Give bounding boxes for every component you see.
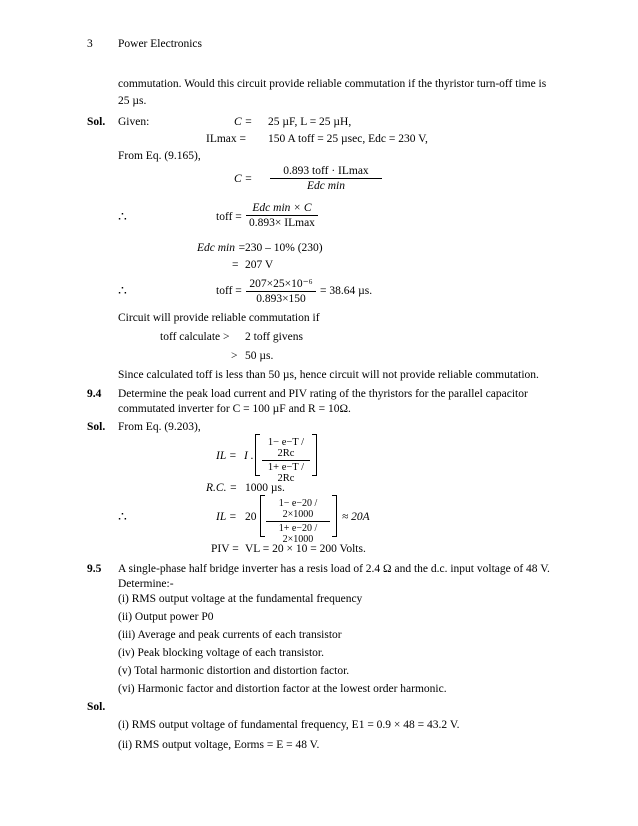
- list-item: (vi) Harmonic factor and distortion factor at the lowest order harmonic.: [118, 683, 447, 695]
- condition-2-lhs: >: [231, 350, 238, 362]
- left-bracket: [260, 495, 265, 537]
- toff-result: = 38.64 µs.: [320, 285, 373, 297]
- c-fraction: [270, 165, 382, 192]
- solution-label: Sol.: [87, 421, 106, 433]
- question-number: 9.4: [87, 388, 102, 400]
- page-number: 3: [87, 38, 93, 50]
- given-rhs: 25 µF, L = 25 µH,: [268, 116, 352, 128]
- therefore-symbol: ∴: [118, 510, 127, 525]
- il-denominator: 1+ e−T / 2Rc: [267, 462, 305, 484]
- solution-label: Sol.: [87, 701, 106, 713]
- question-line-2: Determine:-: [118, 578, 174, 590]
- from-eq-9203: From Eq. (9.203),: [118, 421, 201, 433]
- il2-result: ≈ 20A: [342, 511, 370, 523]
- toff-lhs: toff =: [216, 211, 242, 223]
- condition-1-rhs: 2 toff givens: [245, 331, 303, 343]
- condition-2-rhs: 50 µs.: [245, 350, 274, 362]
- question-line-1: A single-phase half bridge inverter has a resis load of 2.4 Ω and the d.c. input voltage of 48 V.: [118, 563, 550, 575]
- solution-label: Sol.: [87, 116, 106, 128]
- il-lhs: IL =: [216, 450, 237, 462]
- therefore-symbol: ∴: [118, 284, 127, 299]
- toff-numerator: Edc min × C: [246, 202, 318, 216]
- eq207-rhs: 207 V: [245, 259, 274, 271]
- conclusion-text: Since calculated toff is less than 50 µs, hence circuit will not provide reliable commutation.: [118, 369, 539, 381]
- piv-rhs: VL = 20 × 10 = 200 Volts.: [245, 543, 366, 555]
- il2-factor: 20: [245, 511, 257, 523]
- left-bracket: [255, 434, 260, 476]
- given-label: Given:: [118, 116, 150, 128]
- toff-fraction: [246, 202, 318, 229]
- il2-fraction: [266, 498, 330, 545]
- rc-rhs: 1000 µs.: [245, 482, 285, 494]
- eq207-lhs: =: [232, 259, 239, 271]
- running-title: Power Electronics: [118, 38, 202, 50]
- toff-denominator: 0.893× ILmax: [249, 217, 315, 229]
- right-bracket: [332, 495, 337, 537]
- list-item: (v) Total harmonic distortion and distortion factor.: [118, 665, 350, 677]
- il-numerator: 1− e−T / 2Rc: [262, 437, 310, 461]
- il-factor: I .: [244, 450, 254, 462]
- piv-lhs: PIV =: [211, 543, 239, 555]
- given-lhs: C =: [234, 116, 253, 128]
- answer-2: (ii) RMS output voltage, Eorms = E = 48 V.: [118, 739, 320, 751]
- toff-lhs: toff =: [216, 285, 242, 297]
- intro-line-1: commutation. Would this circuit provide reliable commutation if the thyristor turn-off time is: [118, 78, 547, 90]
- list-item: (iv) Peak blocking voltage of each transistor.: [118, 647, 324, 659]
- il2-denominator: 1+ e−20 / 2×1000: [278, 523, 318, 545]
- edcmin-lhs: Edc min =: [197, 242, 246, 254]
- il2-numerator: 1− e−20 / 2×1000: [266, 498, 330, 522]
- edcmin-rhs: 230 – 10% (230): [245, 242, 323, 254]
- reliable-condition-intro: Circuit will provide reliable commutation if: [118, 312, 320, 324]
- intro-line-2: 25 µs.: [118, 95, 147, 107]
- il-fraction: [262, 437, 310, 484]
- toff-numeric-numerator: 207×25×10⁻⁶: [246, 276, 316, 292]
- toff-numeric-denominator: 0.893×150: [256, 293, 306, 305]
- c-lhs: C =: [234, 173, 253, 185]
- il2-lhs: IL =: [216, 511, 237, 523]
- therefore-symbol: ∴: [118, 210, 127, 225]
- rc-lhs: R.C. =: [206, 482, 238, 494]
- question-line-2: commutated inverter for C = 100 µF and R = 10Ω.: [118, 403, 351, 415]
- list-item: (iii) Average and peak currents of each transistor: [118, 629, 342, 641]
- list-item: (i) RMS output voltage at the fundamental frequency: [118, 593, 363, 605]
- ilmax-rhs: 150 A toff = 25 µsec, Edc = 230 V,: [268, 133, 428, 145]
- right-bracket: [312, 434, 317, 476]
- answer-1: (i) RMS output voltage of fundamental frequency, E1 = 0.9 × 48 = 43.2 V.: [118, 719, 460, 731]
- toff-numeric-fraction: [246, 276, 316, 305]
- list-item: (ii) Output power P0: [118, 611, 214, 623]
- c-numerator: 0.893 toff · ILmax: [270, 165, 382, 179]
- question-number: 9.5: [87, 563, 102, 575]
- question-line-1: Determine the peak load current and PIV rating of the thyristors for the parallel capacitor: [118, 388, 528, 400]
- from-eq-9165: From Eq. (9.165),: [118, 150, 201, 162]
- c-denominator: Edc min: [306, 180, 345, 192]
- condition-1-lhs: toff calculate >: [160, 331, 230, 343]
- ilmax-lhs: ILmax =: [206, 133, 247, 145]
